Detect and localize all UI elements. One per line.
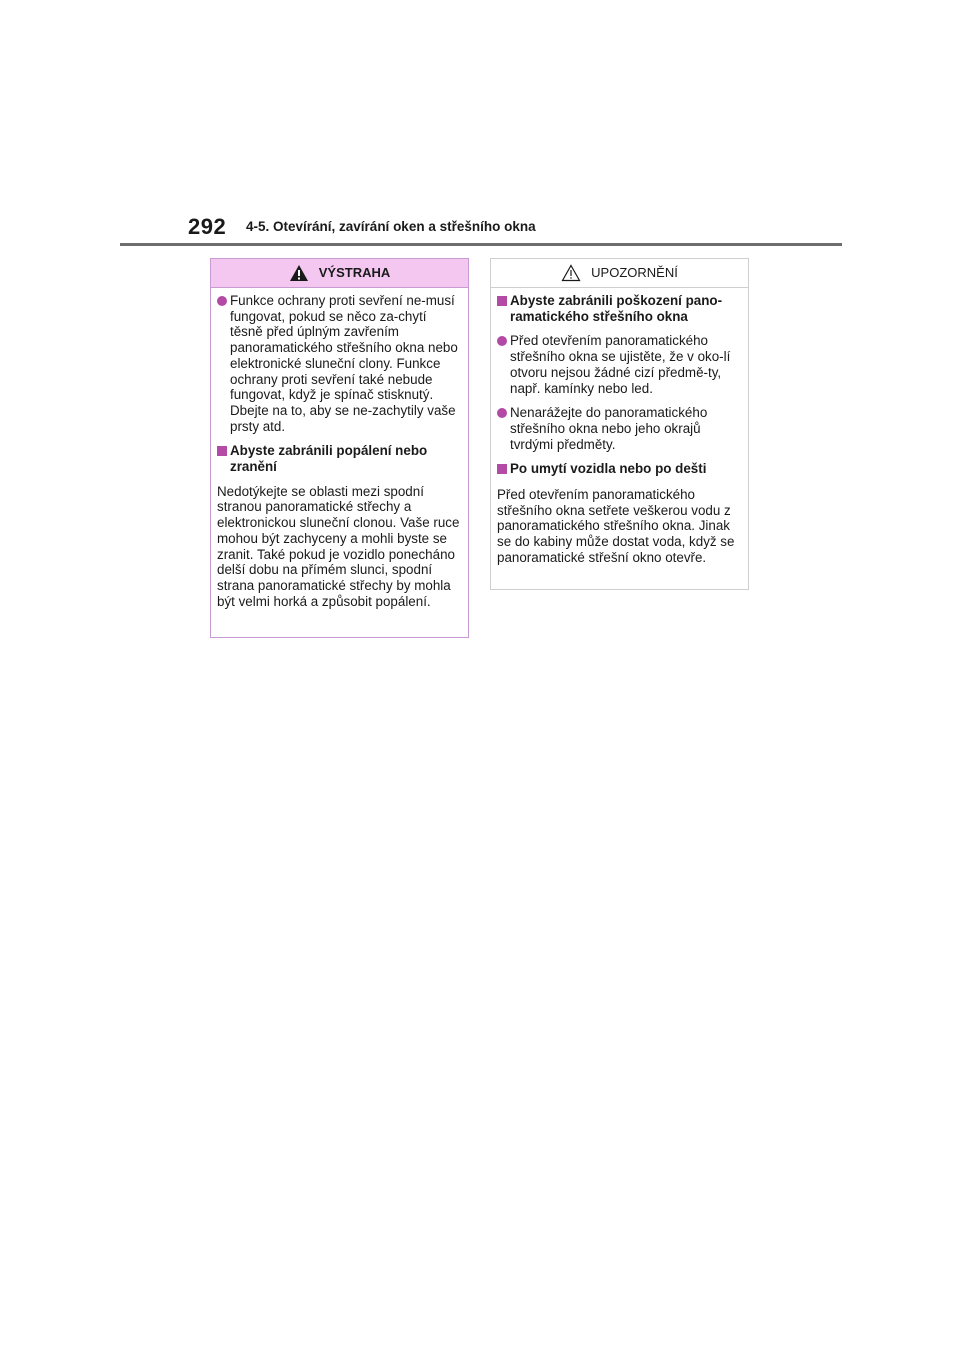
square-bullet-icon: [497, 296, 507, 306]
warning-triangle-icon: [289, 264, 309, 282]
caution-subheading: Abyste zabránili poškození pano-ramatického střešního okna: [510, 293, 723, 324]
caution-bullet-text: Nenarážejte do panoramatického střešního okna nebo jeho okrajů tvrdými předměty.: [510, 405, 708, 452]
bullet-dot-icon: [497, 336, 507, 346]
subheading: [217, 443, 462, 474]
section-title: 4-5. Otevírání, zavírání oken a střešního okna: [246, 219, 536, 234]
list-item: [497, 333, 742, 396]
warning-box-title: VÝSTRAHA: [318, 265, 391, 281]
caution-box: [490, 258, 749, 590]
warning-paragraph: Nedotýkejte se oblasti mezi spodní stranou panoramatické střechy a elektronickou sluneční clonou. Vaše ruce mohou být zachyceny a mohli byste se zranit. Také pokud je vozidlo ponecháno delší dobu na přímém slunci, spodní strana panoramatické střechy by mohla být velmi horká a způsobit popálení.: [217, 483, 460, 609]
caution-box-header: [491, 259, 748, 288]
list-item: [217, 293, 462, 434]
warning-subheading: Abyste zabránili popálení nebo zranění: [230, 443, 428, 475]
list-item: [497, 405, 742, 452]
subheading: [497, 461, 742, 478]
caution-paragraph: Před otevřením panoramatického střešního okna setřete veškerou vodu z panoramatického střešního okna. Jinak se do kabiny může dostat voda, když se panoramatické střešní okno otevře.: [497, 487, 735, 565]
caution-triangle-icon: [561, 264, 581, 282]
bullet-dot-icon: [497, 408, 507, 418]
bullet-dot-icon: [217, 296, 227, 306]
caution-box-title: UPOZORNĚNÍ: [591, 265, 678, 281]
caution-bullet-text: Před otevřením panoramatického střešního okna se ujistěte, že v oko-lí otvoru nejsou žádné cizí předmě-ty, např. kamínky nebo led.: [510, 333, 731, 396]
subheading: [497, 293, 742, 324]
warning-box-header: [211, 259, 468, 288]
square-bullet-icon: [217, 446, 227, 456]
caution-subheading: Po umytí vozidla nebo po dešti: [510, 461, 707, 477]
warning-box: [210, 258, 469, 638]
square-bullet-icon: [497, 464, 507, 474]
header-rule: [120, 243, 842, 246]
warning-bullet-text: Funkce ochrany proti sevření ne-musí fungovat, pokud se něco za-chytí těsně před úplným zavřením panoramatického střešního okna nebo elektronické sluneční clony. Funkce ochrany proti sevření také nebude fungovat, když je spínač stisknutý. Dbejte na to, aby se ne-zachytily vaše prsty atd.: [230, 293, 458, 434]
page-number: 292: [188, 214, 227, 239]
